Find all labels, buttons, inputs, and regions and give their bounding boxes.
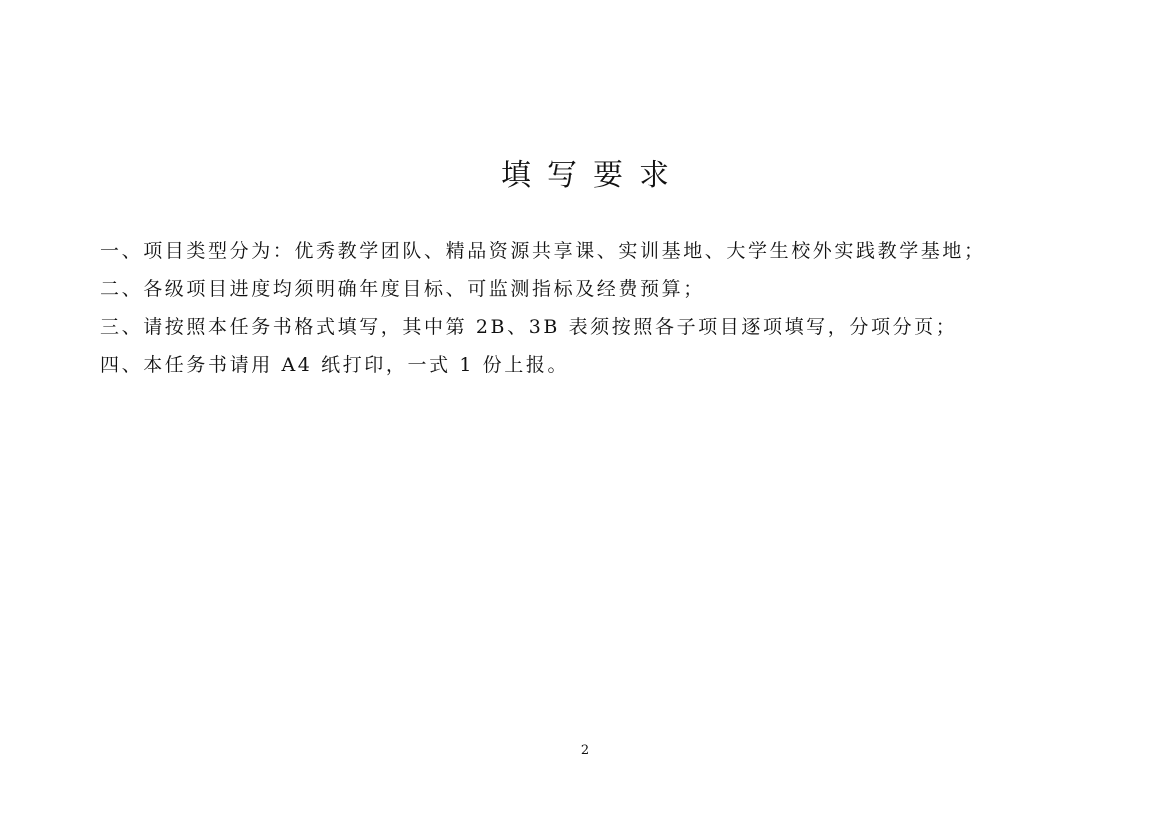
requirement-item-3: 三、请按照本任务书格式填写，其中第 2B、3B 表须按照各子项目逐项填写，分项分页； [100,316,958,338]
page-title: 填写要求 [501,158,685,193]
requirements-list [100,232,1100,384]
requirement-item-4: 四、本任务书请用 A4 纸打印，一式 1 份上报。 [100,354,570,376]
page-number: 2 [580,743,590,758]
requirement-item-1: 一、项目类型分为：优秀教学团队、精品资源共享课、实训基地、大学生校外实践教学基地； [100,240,986,262]
requirement-item-2: 二、各级项目进度均须明确年度目标、可监测指标及经费预算； [100,278,705,300]
